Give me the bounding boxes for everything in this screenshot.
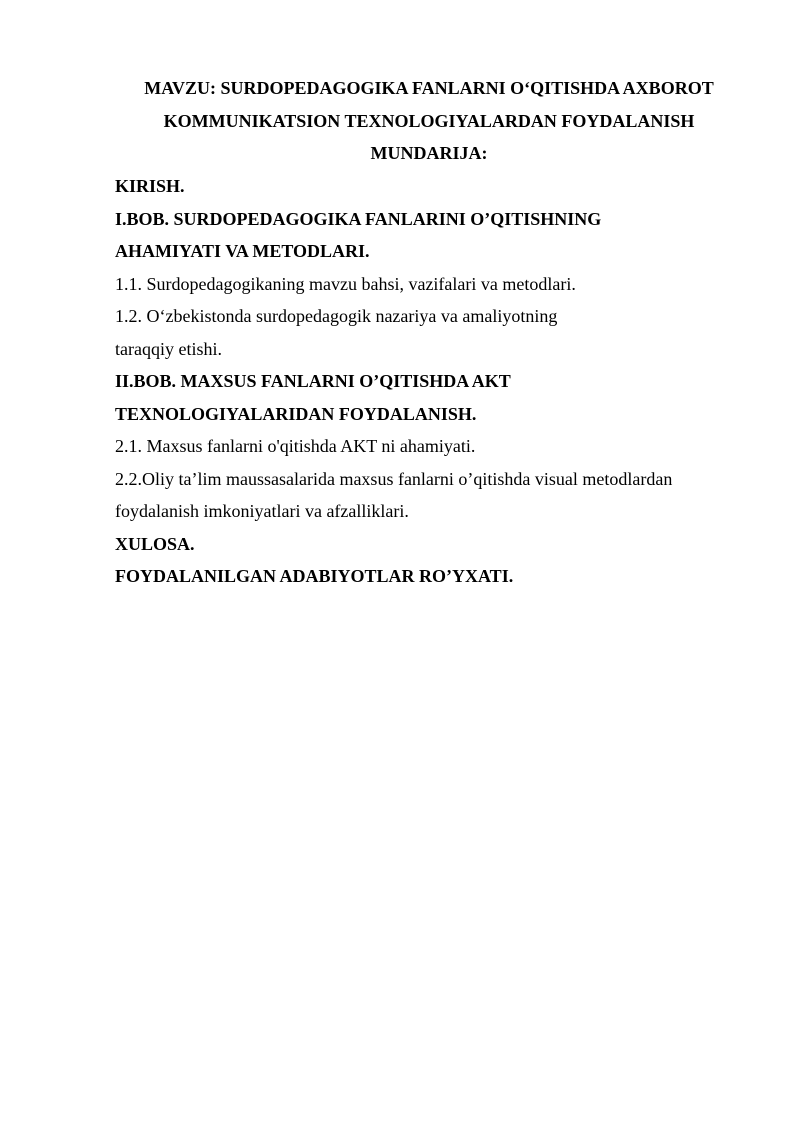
toc-section-2-1: 2.1. Maxsus fanlarni o'qitishda AKT ni ahamiyati. xyxy=(115,436,476,456)
toc-section-2-2-line-2: foydalanish imkoniyatlari va afzalliklari. xyxy=(115,501,409,521)
document-title xyxy=(115,72,743,170)
toc-chapter-2-title-line-1: II.BOB. MAXSUS FANLARNI O’QITISHDA AKT xyxy=(115,371,511,391)
toc-intro: KIRISH. xyxy=(115,176,185,196)
table-of-contents xyxy=(115,170,735,593)
toc-section-1-1: 1.1. Surdopedagogikaning mavzu bahsi, vazifalari va metodlari. xyxy=(115,273,576,294)
toc-chapter-2-title-line-2: TEXNOLOGIYALARIDAN FOYDALANISH. xyxy=(115,403,477,424)
title-line-2: KOMMUNIKATSION TEXNOLOGIYALARDAN FOYDALANISH xyxy=(163,110,695,131)
toc-section-2-2-line-1: 2.2.Oliy ta’lim maussasalarida maxsus fanlarni o’qitishda visual metodlardan xyxy=(115,468,673,489)
toc-chapter-1-title-line-2: AHAMIYATI VA METODLARI. xyxy=(115,241,370,261)
title-line-1: MAVZU: SURDOPEDAGOGIKA FANLARNI O‘QITISHDA AXBOROT xyxy=(144,78,714,98)
toc-section-1-2-line-2: taraqqiy etishi. xyxy=(115,338,222,359)
toc-chapter-1-title-line-1: I.BOB. SURDOPEDAGOGIKA FANLARINI O’QITISHNING xyxy=(115,208,602,229)
toc-references: FOYDALANILGAN ADABIYOTLAR RO’YXATI. xyxy=(115,566,514,586)
contents-heading: MUNDARIJA: xyxy=(370,143,488,163)
toc-section-1-2-line-1: 1.2. O‘zbekistonda surdopedagogik nazariya va amaliyotning xyxy=(115,306,558,326)
toc-conclusion: XULOSA. xyxy=(115,533,195,554)
